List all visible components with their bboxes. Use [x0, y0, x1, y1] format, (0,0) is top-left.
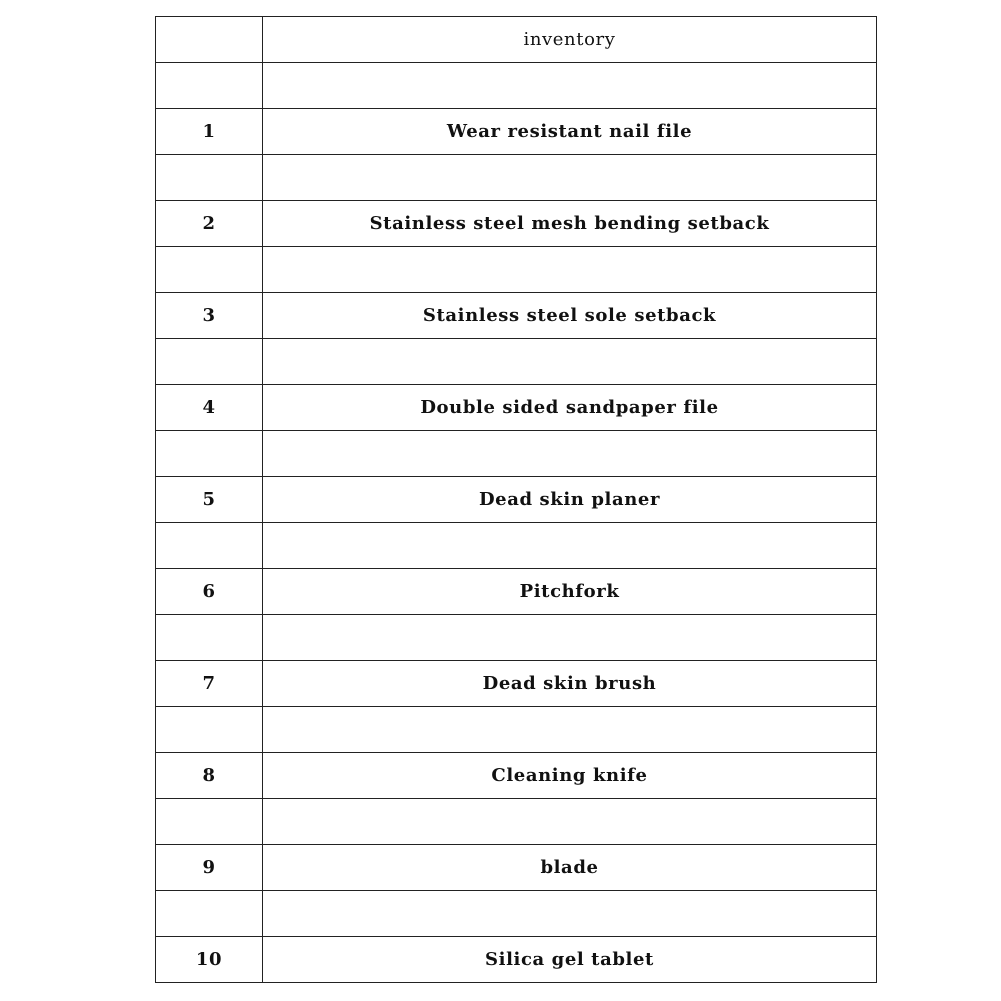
- row-item-cell: [263, 799, 877, 845]
- row-number-cell: [156, 523, 263, 569]
- table-row: [156, 431, 877, 477]
- row-item-cell: [263, 891, 877, 937]
- table-row: [156, 799, 877, 845]
- row-number-cell: [156, 431, 263, 477]
- row-item-cell: [263, 63, 877, 109]
- table-row: [156, 293, 877, 339]
- row-item-cell: Silica gel tablet: [263, 937, 877, 983]
- table-row: [156, 385, 877, 431]
- row-number-cell: 4: [156, 385, 263, 431]
- row-item-cell: Pitchfork: [263, 569, 877, 615]
- row-number-cell: 3: [156, 293, 263, 339]
- row-item-cell: [263, 155, 877, 201]
- row-item-cell: Double sided sandpaper file: [263, 385, 877, 431]
- row-number-cell: 7: [156, 661, 263, 707]
- table-row: [156, 615, 877, 661]
- row-number-cell: [156, 615, 263, 661]
- row-number-cell: [156, 339, 263, 385]
- table-row: [156, 569, 877, 615]
- row-number-cell: [156, 707, 263, 753]
- row-item-cell: [263, 247, 877, 293]
- row-number-cell: 6: [156, 569, 263, 615]
- table-row: [156, 339, 877, 385]
- row-item-cell: [263, 339, 877, 385]
- row-number-cell: 9: [156, 845, 263, 891]
- row-item-cell: blade: [263, 845, 877, 891]
- table-row: [156, 109, 877, 155]
- row-number-cell: [156, 799, 263, 845]
- row-item-cell: Stainless steel sole setback: [263, 293, 877, 339]
- row-item-cell: [263, 523, 877, 569]
- table-header-row: [156, 17, 877, 63]
- row-number-cell: 5: [156, 477, 263, 523]
- table-row: [156, 937, 877, 983]
- row-item-cell: Dead skin brush: [263, 661, 877, 707]
- row-item-cell: Wear resistant nail file: [263, 109, 877, 155]
- table-row: [156, 891, 877, 937]
- row-number-cell: 8: [156, 753, 263, 799]
- row-number-cell: 2: [156, 201, 263, 247]
- row-number-cell: [156, 891, 263, 937]
- table-row: [156, 753, 877, 799]
- table-row: [156, 155, 877, 201]
- table-row: [156, 845, 877, 891]
- inventory-table: [155, 16, 877, 983]
- table-row: [156, 247, 877, 293]
- row-item-cell: Dead skin planer: [263, 477, 877, 523]
- table-row: [156, 661, 877, 707]
- row-item-cell: [263, 707, 877, 753]
- row-number-cell: [156, 247, 263, 293]
- row-item-cell: [263, 431, 877, 477]
- row-number-cell: [156, 63, 263, 109]
- row-number-cell: 10: [156, 937, 263, 983]
- header-title-cell: inventory: [263, 17, 877, 63]
- table-row: [156, 63, 877, 109]
- table-row: [156, 477, 877, 523]
- table-row: [156, 201, 877, 247]
- row-number-cell: 1: [156, 109, 263, 155]
- row-item-cell: [263, 615, 877, 661]
- header-number-cell: [156, 17, 263, 63]
- row-number-cell: [156, 155, 263, 201]
- table-row: [156, 523, 877, 569]
- row-item-cell: Stainless steel mesh bending setback: [263, 201, 877, 247]
- row-item-cell: Cleaning knife: [263, 753, 877, 799]
- table-row: [156, 707, 877, 753]
